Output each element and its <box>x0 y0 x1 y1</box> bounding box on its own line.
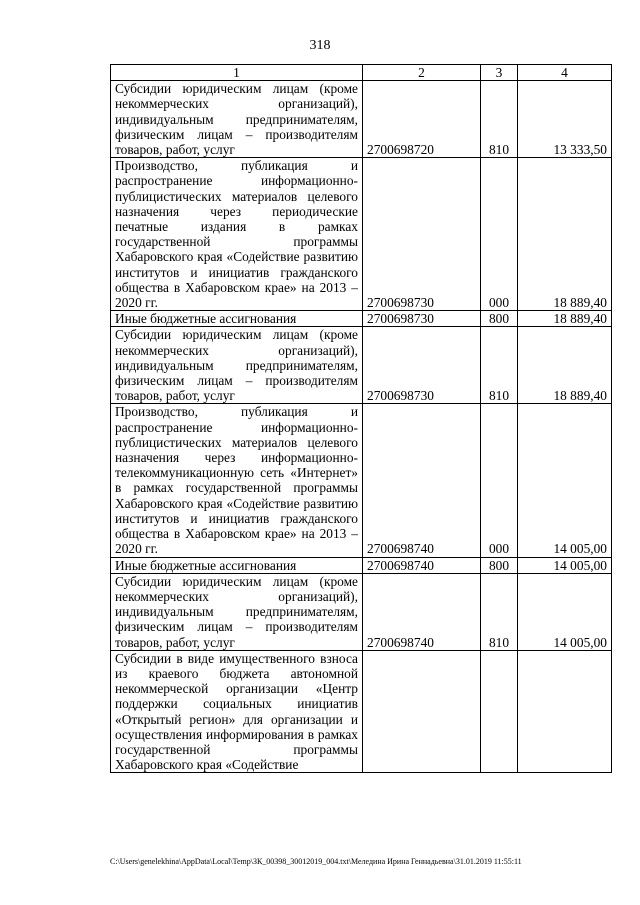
row-amount: 14 005,00 <box>518 557 612 573</box>
row-code: 2700698740 <box>363 557 481 573</box>
row-name: Производство, публикация и распространение информационно-публицистических материалов целевого назначения через периодические печатные издания в рамках государственной программы Хабаровского края «Содействие развитию институтов и инициатив гражданского общества в Хабаровском крае» на 2013 – 2020 гг. <box>111 158 363 311</box>
row-name: Субсидии в виде имущественного взноса из краевого бюджета автономной некоммерческой организации «Центр поддержки социальных инициатив «Открытый регион» для организации и осуществления информирования в рамках государственной программы Хабаровского края «Содействие <box>111 650 363 773</box>
budget-table <box>110 64 612 773</box>
row-name: Субсидии юридическим лицам (кроме некоммерческих организаций), индивидуальным предпринимателям, физическим лицам – производителям товаров, работ, услуг <box>111 327 363 404</box>
row-vr: 810 <box>481 327 518 404</box>
file-path-footer: C:\Users\genelekhina\AppData\Local\Temp\ЗК_00398_30012019_004.txt\Меледина Ирина Геннадьевна\31.01.2019 11:55:11 <box>110 857 522 866</box>
row-vr: 800 <box>481 557 518 573</box>
row-code: 2700698730 <box>363 311 481 327</box>
row-vr: 000 <box>481 158 518 311</box>
row-name: Субсидии юридическим лицам (кроме некоммерческих организаций), индивидуальным предпринимателям, физическим лицам – производителям товаров, работ, услуг <box>111 573 363 650</box>
row-vr: 810 <box>481 573 518 650</box>
page-number: 318 <box>309 38 331 53</box>
table-header-row <box>111 65 612 81</box>
row-name: Производство, публикация и распространение информационно-публицистических материалов целевого назначения через информационно-телекоммуникационную сеть «Интернет» в рамках государственной программы Хабаровского края «Содействие развитию институтов и инициатив гражданского общества в Хабаровском крае» на 2013 – 2020 гг. <box>111 404 363 557</box>
row-code: 2700698730 <box>363 158 481 311</box>
row-amount: 13 333,50 <box>518 81 612 158</box>
row-amount: 18 889,40 <box>518 327 612 404</box>
row-vr: 000 <box>481 404 518 557</box>
row-amount: 14 005,00 <box>518 404 612 557</box>
table-row <box>111 327 612 404</box>
row-name: Иные бюджетные ассигнования <box>111 311 363 327</box>
row-code: 2700698720 <box>363 81 481 158</box>
row-amount: 18 889,40 <box>518 311 612 327</box>
row-amount: 18 889,40 <box>518 158 612 311</box>
row-amount: 14 005,00 <box>518 573 612 650</box>
row-code: 2700698740 <box>363 404 481 557</box>
row-name: Иные бюджетные ассигнования <box>111 557 363 573</box>
table-row <box>111 573 612 650</box>
header-cell: 2 <box>363 65 481 81</box>
row-code: 2700698740 <box>363 573 481 650</box>
table-row <box>111 404 612 557</box>
row-code: 2700698730 <box>363 327 481 404</box>
row-vr <box>481 650 518 773</box>
table-row <box>111 158 612 311</box>
table-row <box>111 81 612 158</box>
row-amount <box>518 650 612 773</box>
row-code <box>363 650 481 773</box>
row-name: Субсидии юридическим лицам (кроме некоммерческих организаций), индивидуальным предпринимателям, физическим лицам – производителям товаров, работ, услуг <box>111 81 363 158</box>
header-cell: 3 <box>481 65 518 81</box>
table-row <box>111 650 612 773</box>
row-vr: 810 <box>481 81 518 158</box>
row-vr: 800 <box>481 311 518 327</box>
header-cell: 4 <box>518 65 612 81</box>
header-cell: 1 <box>111 65 363 81</box>
table-row <box>111 311 612 327</box>
table-row <box>111 557 612 573</box>
